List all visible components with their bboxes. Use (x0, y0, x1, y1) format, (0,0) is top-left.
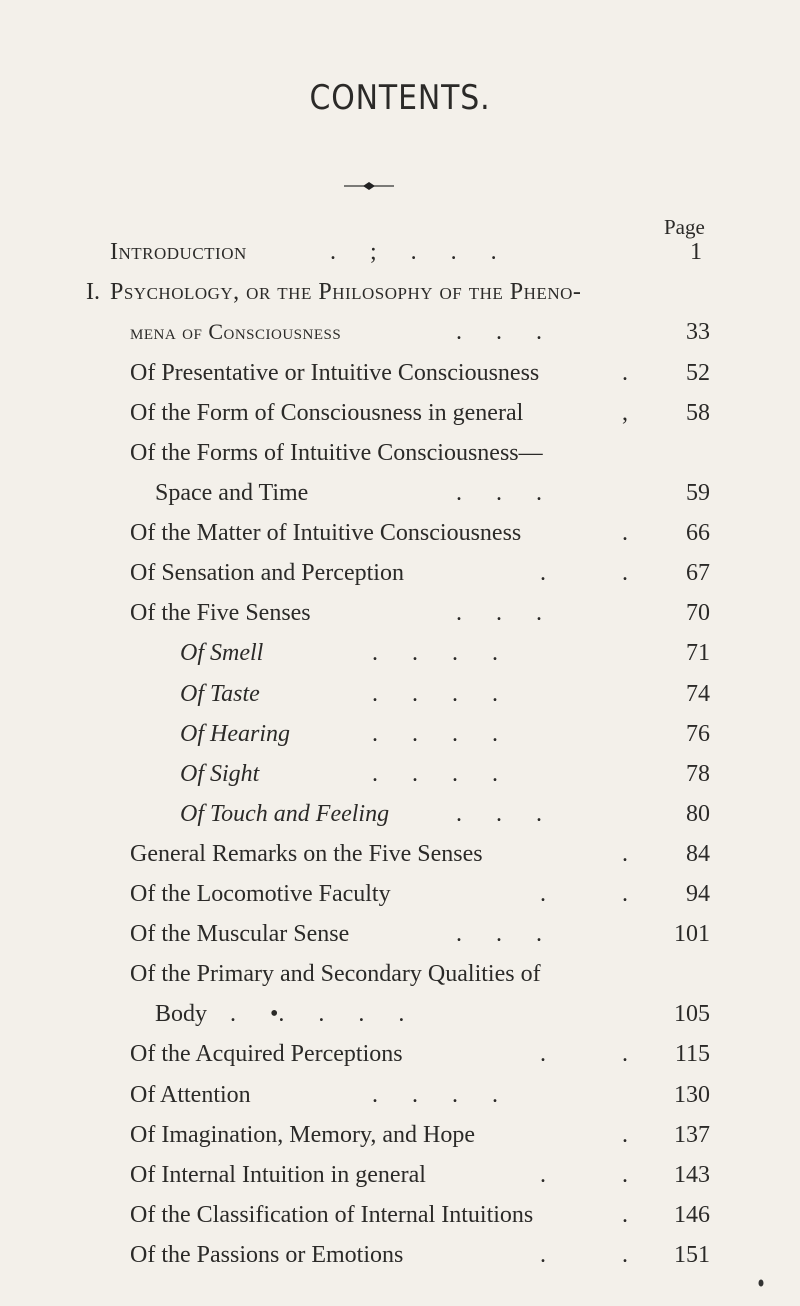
toc-page-number: 101 (674, 921, 710, 947)
toc-entry-introduction[interactable] (0, 235, 800, 269)
toc-entry-label: Of Imagination, Memory, and Hope (130, 1122, 476, 1148)
toc-page-number: 59 (686, 480, 710, 506)
toc-entry-label: Of the Primary and Secondary Qualities of (130, 961, 541, 987)
toc-entry-label: Of Touch and Feeling (180, 801, 390, 827)
toc-entry-label: Of the Matter of Intuitive Consciousness (130, 520, 522, 546)
toc-leader: . . . (456, 480, 542, 506)
toc-entry-label: Of Smell (180, 640, 264, 666)
toc-entry-space-time[interactable] (0, 476, 800, 510)
toc-leader: . . . . (372, 681, 498, 707)
toc-entry-label: General Remarks on the Five Senses (130, 841, 483, 867)
toc-leader: . . . (456, 319, 542, 345)
toc-leader: . . . . (372, 761, 498, 787)
toc-entry-form[interactable] (0, 396, 800, 430)
toc-leader: . . . . (372, 721, 498, 747)
toc-page-number: 94 (686, 881, 710, 907)
toc-leader: . (622, 520, 628, 546)
toc-entry-label: Body (155, 1001, 208, 1027)
toc-leader: . (622, 1122, 628, 1148)
toc-leader: . . (540, 1162, 628, 1188)
toc-page-number: 33 (686, 319, 710, 345)
toc-entry-label: Introduction (110, 239, 247, 265)
toc-entry-five-senses[interactable] (0, 596, 800, 630)
toc-entry-label: Of Attention (130, 1082, 251, 1108)
toc-entry-forms-intuitive[interactable] (0, 436, 800, 470)
toc-leader: . ; . . . (330, 239, 497, 265)
toc-entry-label: Of the Acquired Perceptions (130, 1041, 403, 1067)
toc-leader: . . (540, 1242, 628, 1268)
toc-page-number: 1 (690, 239, 702, 265)
toc-leader: . . (540, 1041, 628, 1067)
toc-entry-label: Space and Time (155, 480, 309, 506)
toc-leader: . (622, 1202, 628, 1228)
toc-leader: . . (540, 560, 628, 586)
toc-page-number: 74 (686, 681, 710, 707)
toc-entry-body[interactable] (0, 997, 800, 1031)
toc-leader: . . . (456, 600, 542, 626)
toc-entry-number: I. (86, 279, 100, 305)
toc-page-number: 146 (674, 1202, 710, 1228)
toc-entry-label: Of Hearing (180, 721, 290, 747)
toc-page-number: 76 (686, 721, 710, 747)
toc-entry-label: Of the Passions or Emotions (130, 1242, 404, 1268)
toc-entry-taste[interactable] (0, 677, 800, 711)
toc-leader: . (622, 841, 628, 867)
toc-page-number: 151 (674, 1242, 710, 1268)
toc-entry-label: Of the Locomotive Faculty (130, 881, 391, 907)
toc-entry-label: Of Internal Intuition in general (130, 1162, 426, 1188)
toc-page-number: 80 (686, 801, 710, 827)
toc-leader: . . (540, 881, 628, 907)
toc-page-number: 105 (674, 1001, 710, 1027)
page-title: CONTENTS. (309, 78, 491, 118)
toc-entry-label: Of the Muscular Sense (130, 921, 350, 947)
ink-speck-icon (757, 1278, 765, 1288)
toc-leader: , (622, 400, 628, 426)
toc-page-number: 67 (686, 560, 710, 586)
toc-page-number: 78 (686, 761, 710, 787)
toc-page-number: 143 (674, 1162, 710, 1188)
toc-entry-hearing[interactable] (0, 717, 800, 751)
toc-leader: . •. . . . (230, 1001, 405, 1027)
toc-entry-general-remarks[interactable] (0, 837, 800, 871)
toc-entry-touch[interactable] (0, 797, 800, 831)
toc-entry-muscular[interactable] (0, 917, 800, 951)
toc-page-number: 115 (674, 1041, 710, 1067)
toc-entry-sight[interactable] (0, 757, 800, 791)
toc-entry-label: Of the Classification of Internal Intuitions (130, 1202, 534, 1228)
toc-entry-phenomena[interactable] (0, 315, 800, 349)
toc-entry-imagination[interactable] (0, 1118, 800, 1152)
toc-entry-matter[interactable] (0, 516, 800, 550)
toc-entry-sensation[interactable] (0, 556, 800, 590)
toc-entry-label: mena of Consciousness (130, 319, 342, 344)
toc-entry-acquired[interactable] (0, 1037, 800, 1071)
toc-entry-internal-intuition[interactable] (0, 1158, 800, 1192)
toc-entry-psychology[interactable] (0, 275, 800, 309)
ornament-divider-icon (344, 180, 394, 192)
toc-leader: . . . (456, 921, 542, 947)
toc-page-number: 84 (686, 841, 710, 867)
toc-entry-label: Of the Forms of Intuitive Consciousness— (130, 440, 543, 466)
toc-entry-classification[interactable] (0, 1198, 800, 1232)
toc-page-number: 58 (686, 400, 710, 426)
toc-page-number: 52 (686, 360, 710, 386)
toc-page-number: 70 (686, 600, 710, 626)
toc-entry-smell[interactable] (0, 636, 800, 670)
toc-entry-locomotive[interactable] (0, 877, 800, 911)
toc-page-number: 71 (686, 640, 710, 666)
toc-leader: . . . . (372, 640, 498, 666)
toc-entry-qualities[interactable] (0, 957, 800, 991)
toc-entry-attention[interactable] (0, 1078, 800, 1112)
toc-leader: . (622, 360, 628, 386)
toc-entry-label: Of the Form of Consciousness in general (130, 400, 524, 426)
toc-entry-presentative[interactable] (0, 356, 800, 390)
toc-entry-label: Of Sight (180, 761, 260, 787)
toc-page-number: 137 (674, 1122, 710, 1148)
toc-entry-passions[interactable] (0, 1238, 800, 1272)
toc-entry-label: Psychology, or the Philosophy of the Pheno- (110, 279, 582, 305)
toc-entry-label: Of the Five Senses (130, 600, 311, 626)
toc-entry-label: Of Presentative or Intuitive Consciousness (130, 360, 540, 386)
toc-entry-label: Of Taste (180, 681, 260, 707)
page-column-label: Page (664, 215, 705, 239)
toc-entry-label: Of Sensation and Perception (130, 560, 404, 586)
toc-page-number: 130 (674, 1082, 710, 1108)
toc-leader: . . . (456, 801, 542, 827)
toc-leader: . . . . (372, 1082, 498, 1108)
toc-page-number: 66 (686, 520, 710, 546)
